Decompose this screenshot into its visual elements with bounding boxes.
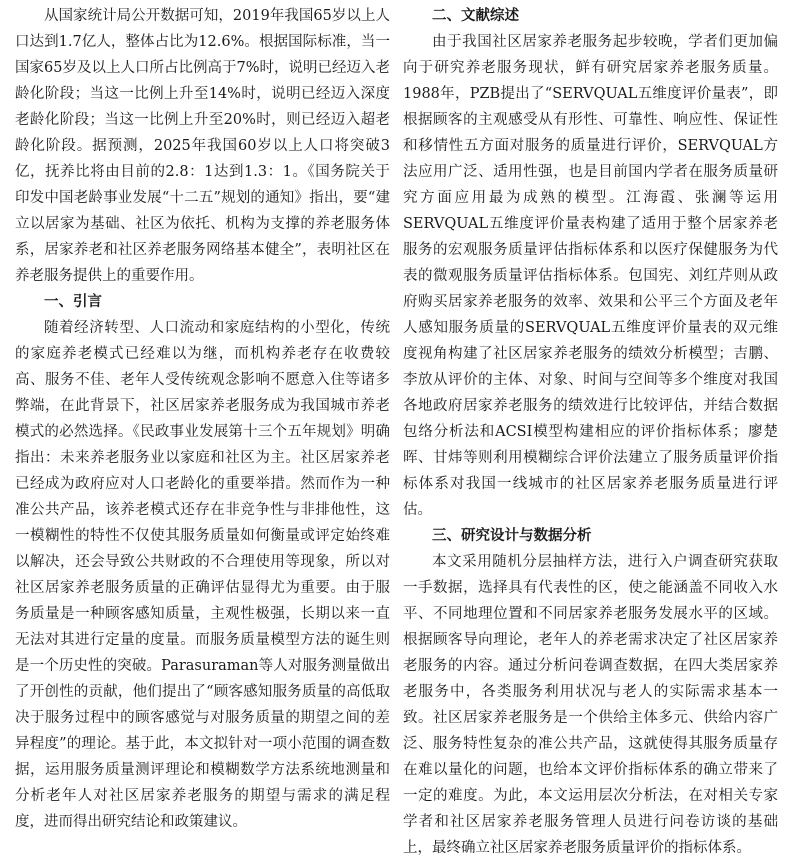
section-1-paragraph: 随着经济转型、人口流动和家庭结构的小型化，传统的家庭养老模式已经难以为继，而机构养老存在收费较高、服务不佳、老年人受传统观念影响不愿意入住等诸多弊端，在此背景下，社区居家养老服务成为我国城市养老模式的必然选择。《民政事业发展第十三个五年规划》明确指出：未来养老服务业以家庭和社区为主。社区居家养老已经成为政府应对人口老龄化的重要举措。然而作为一种准公共产品，该养老模式还存在非竞争性与非排他性，这一模糊性的特性不仅使其服务质量如何衡量或评定始终难以解决，还会导致公共财政的不合理使用等现象，所以对社区居家养老服务质量的正确评估显得尤为重要。由于服务质量是一种顾客感知质量，主观性极强，长期以来一直无法对其进行定量的度量。而服务质量模型方法的诞生则是一个历史性的突破。Parasuraman等人对服务测量做出了开创性的贡献，他们提出了“顾客感知服务质量的高低取决于服务过程中的顾客感觉与对服务质量的期望之间的差异程度”的理论。基于此，本文拟针对一项小范围的调查数据，运用服务质量测评理论和模糊数学方法系统地测量和分析老年人对社区居家养老服务的期望与需求的满足程度，进而得出研究结论和政策建议。 [15,320,390,830]
intro-paragraph: 从国家统计局公开数据可知，2019年我国65岁以上人口达到1.7亿人，整体占比为12.6%。根据国际标准，当一国家65岁及以上人口所占比例高于7%时，说明已经迈入老龄化阶段；当这一比例上升至14%时，说明已经迈入深度老龄化阶段；当这一比例上升至20%时，则已经迈入超老龄化阶段。据预测，2025年我国60岁以上人口将突破3亿，抚养比将由目前的2.8：1达到1.3：1。《国务院关于印发中国老龄事业发展“十二五”规划的通知》指出，要“建立以居家为基础、社区为依托、机构为支撑的养老服务体系，居家养老和社区养老服务网络基本健全”，表明社区在养老服务提供上的重要作用。 [15,8,390,284]
section-2-heading: 二、文献综述 [432,8,519,24]
section-3-heading: 三、研究设计与数据分析 [432,528,592,544]
section-1-heading: 一、引言 [44,294,102,310]
section-2-paragraph: 由于我国社区居家养老服务起步较晚，学者们更加偏向于研究养老服务现状，鲜有研究居家养老服务质量。1988年，PZB提出了“SERVQUAL五维度评价量表”，即根据顾客的主观感受从有形性、可靠性、响应性、保证性和移情性五方面对服务的质量进行评价，SERVQUAL方法应用广泛、适用性强，也是目前国内学者在服务质量研究方面应用最为成熟的模型。江海霞、张澜等运用SERVQUAL五维度评价量表构建了适用于整个居家养老服务的宏观服务质量评估指标体系和以医疗保健服务为代表的微观服务质量评估指标体系。包国宪、刘红芹则从政府购买居家养老服务的效率、效果和公平三个方面及老年人感知服务质量的SERVQUAL五维度评价量表的双元维度视角构建了社区居家养老服务的绩效分析模型；吉鹏、李放从评价的主体、对象、时间与空间等多个维度对我国各地政府居家养老服务的绩效进行比较评估，并结合数据包络分析法和ACSI模型构建相应的评价指标体系；廖楚晖、甘炜等则利用模糊综合评价法建立了服务质量评价指标体系对我国一线城市的社区居家养老服务质量进行评估。 [403,34,778,518]
section-3-paragraph: 本文采用随机分层抽样方法，进行入户调查研究获取一手数据，选择具有代表性的区，使之能涵盖不同收入水平、不同地理位置和不同居家养老服务发展水平的区域。根据顾客导向理论，老年人的养老需求决定了社区居家养老服务的内容。通过分析问卷调查数据，在四大类居家养老服务中，各类服务利用状况与老人的实际需求基本一致。社区居家养老服务是一个供给主体多元、供给内容广泛、服务特性复杂的准公共产品，这就使得其服务质量存在难以量化的问题，也给本文评价指标体系的确立带来了一定的难度。为此，本文运用层次分析法，在对相关专家学者和社区居家养老服务管理人员进行问卷访谈的基础上，最终确立社区居家养老服务质量评价的指标体系。 [403,554,778,856]
left-column [15,3,390,835]
right-column [403,3,778,861]
